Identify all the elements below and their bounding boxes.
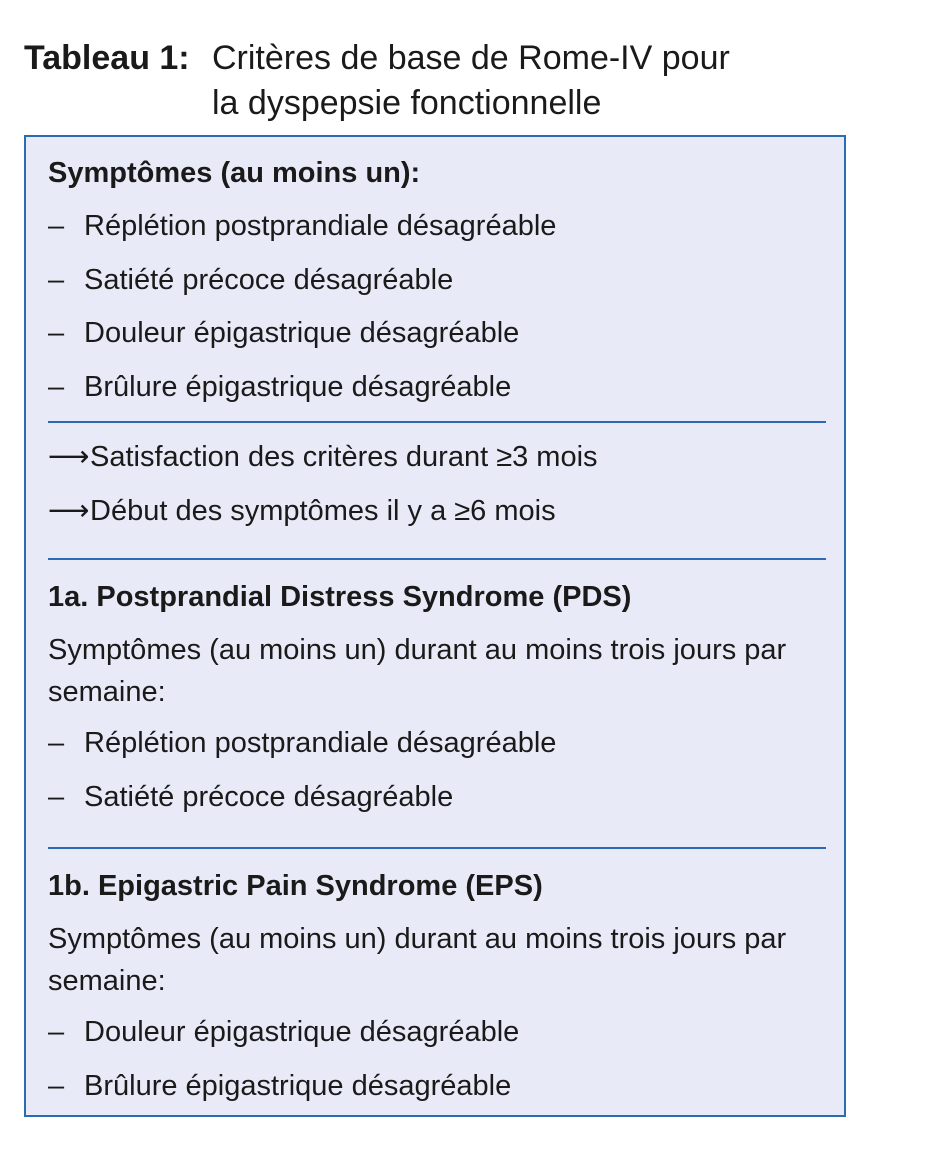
symptom-item xyxy=(48,315,519,352)
section-divider xyxy=(48,421,826,423)
symptom-item xyxy=(48,208,556,245)
eps-item xyxy=(48,1014,519,1051)
arrow-icon: ⟶ xyxy=(48,441,90,473)
eps-heading: 1b. Epigastric Pain Syndrome (EPS) xyxy=(48,870,543,902)
criteria-item-text: Satisfaction des critères durant ≥3 mois xyxy=(90,441,598,473)
dash-glyph: – xyxy=(48,264,65,296)
criteria-item xyxy=(48,493,556,530)
pds-description: Symptômes (au moins un) durant au moins trois jours par semaine: xyxy=(48,634,787,708)
symptom-item-text: Satiété précoce désagréable xyxy=(84,264,454,296)
arrow-icon: ⟶ xyxy=(48,495,90,527)
caption-title-2: la dyspepsie fonctionnelle xyxy=(212,84,602,122)
section-divider xyxy=(48,847,826,849)
pds-item xyxy=(48,725,556,762)
dash-glyph: – xyxy=(48,317,65,349)
symptom-item-text: Réplétion postprandiale désagréable xyxy=(84,210,557,242)
caption-line-1 xyxy=(24,36,904,81)
symptom-item-text: Brûlure épigastrique désagréable xyxy=(84,371,512,403)
symptom-item xyxy=(48,262,453,299)
eps-description: Symptômes (au moins un) durant au moins trois jours par semaine: xyxy=(48,923,787,997)
pds-item-text: Réplétion postprandiale désagréable xyxy=(84,727,557,759)
dash-glyph: – xyxy=(48,1070,65,1102)
caption-label: Tableau 1: xyxy=(24,39,190,77)
criteria-box xyxy=(24,135,846,1117)
dash-glyph: – xyxy=(48,781,65,813)
symptom-item-text: Douleur épigastrique désagréable xyxy=(84,317,520,349)
pds-item xyxy=(48,779,453,816)
caption-title-1: Critères de base de Rome-IV pour xyxy=(212,39,730,77)
section-divider xyxy=(48,558,826,560)
criteria-item-text: Début des symptômes il y a ≥6 mois xyxy=(90,495,556,527)
criteria-item xyxy=(48,439,598,476)
table-caption xyxy=(24,36,904,126)
symptom-item xyxy=(48,369,511,406)
eps-item-text: Brûlure épigastrique désagréable xyxy=(84,1070,512,1102)
dash-glyph: – xyxy=(48,371,65,403)
symptoms-heading: Symptômes (au moins un): xyxy=(48,157,421,189)
dash-glyph: – xyxy=(48,210,65,242)
eps-item xyxy=(48,1068,511,1105)
eps-item-text: Douleur épigastrique désagréable xyxy=(84,1016,520,1048)
dash-glyph: – xyxy=(48,1016,65,1048)
pds-heading: 1a. Postprandial Distress Syndrome (PDS) xyxy=(48,581,632,613)
pds-item-text: Satiété précoce désagréable xyxy=(84,781,454,813)
dash-glyph: – xyxy=(48,727,65,759)
